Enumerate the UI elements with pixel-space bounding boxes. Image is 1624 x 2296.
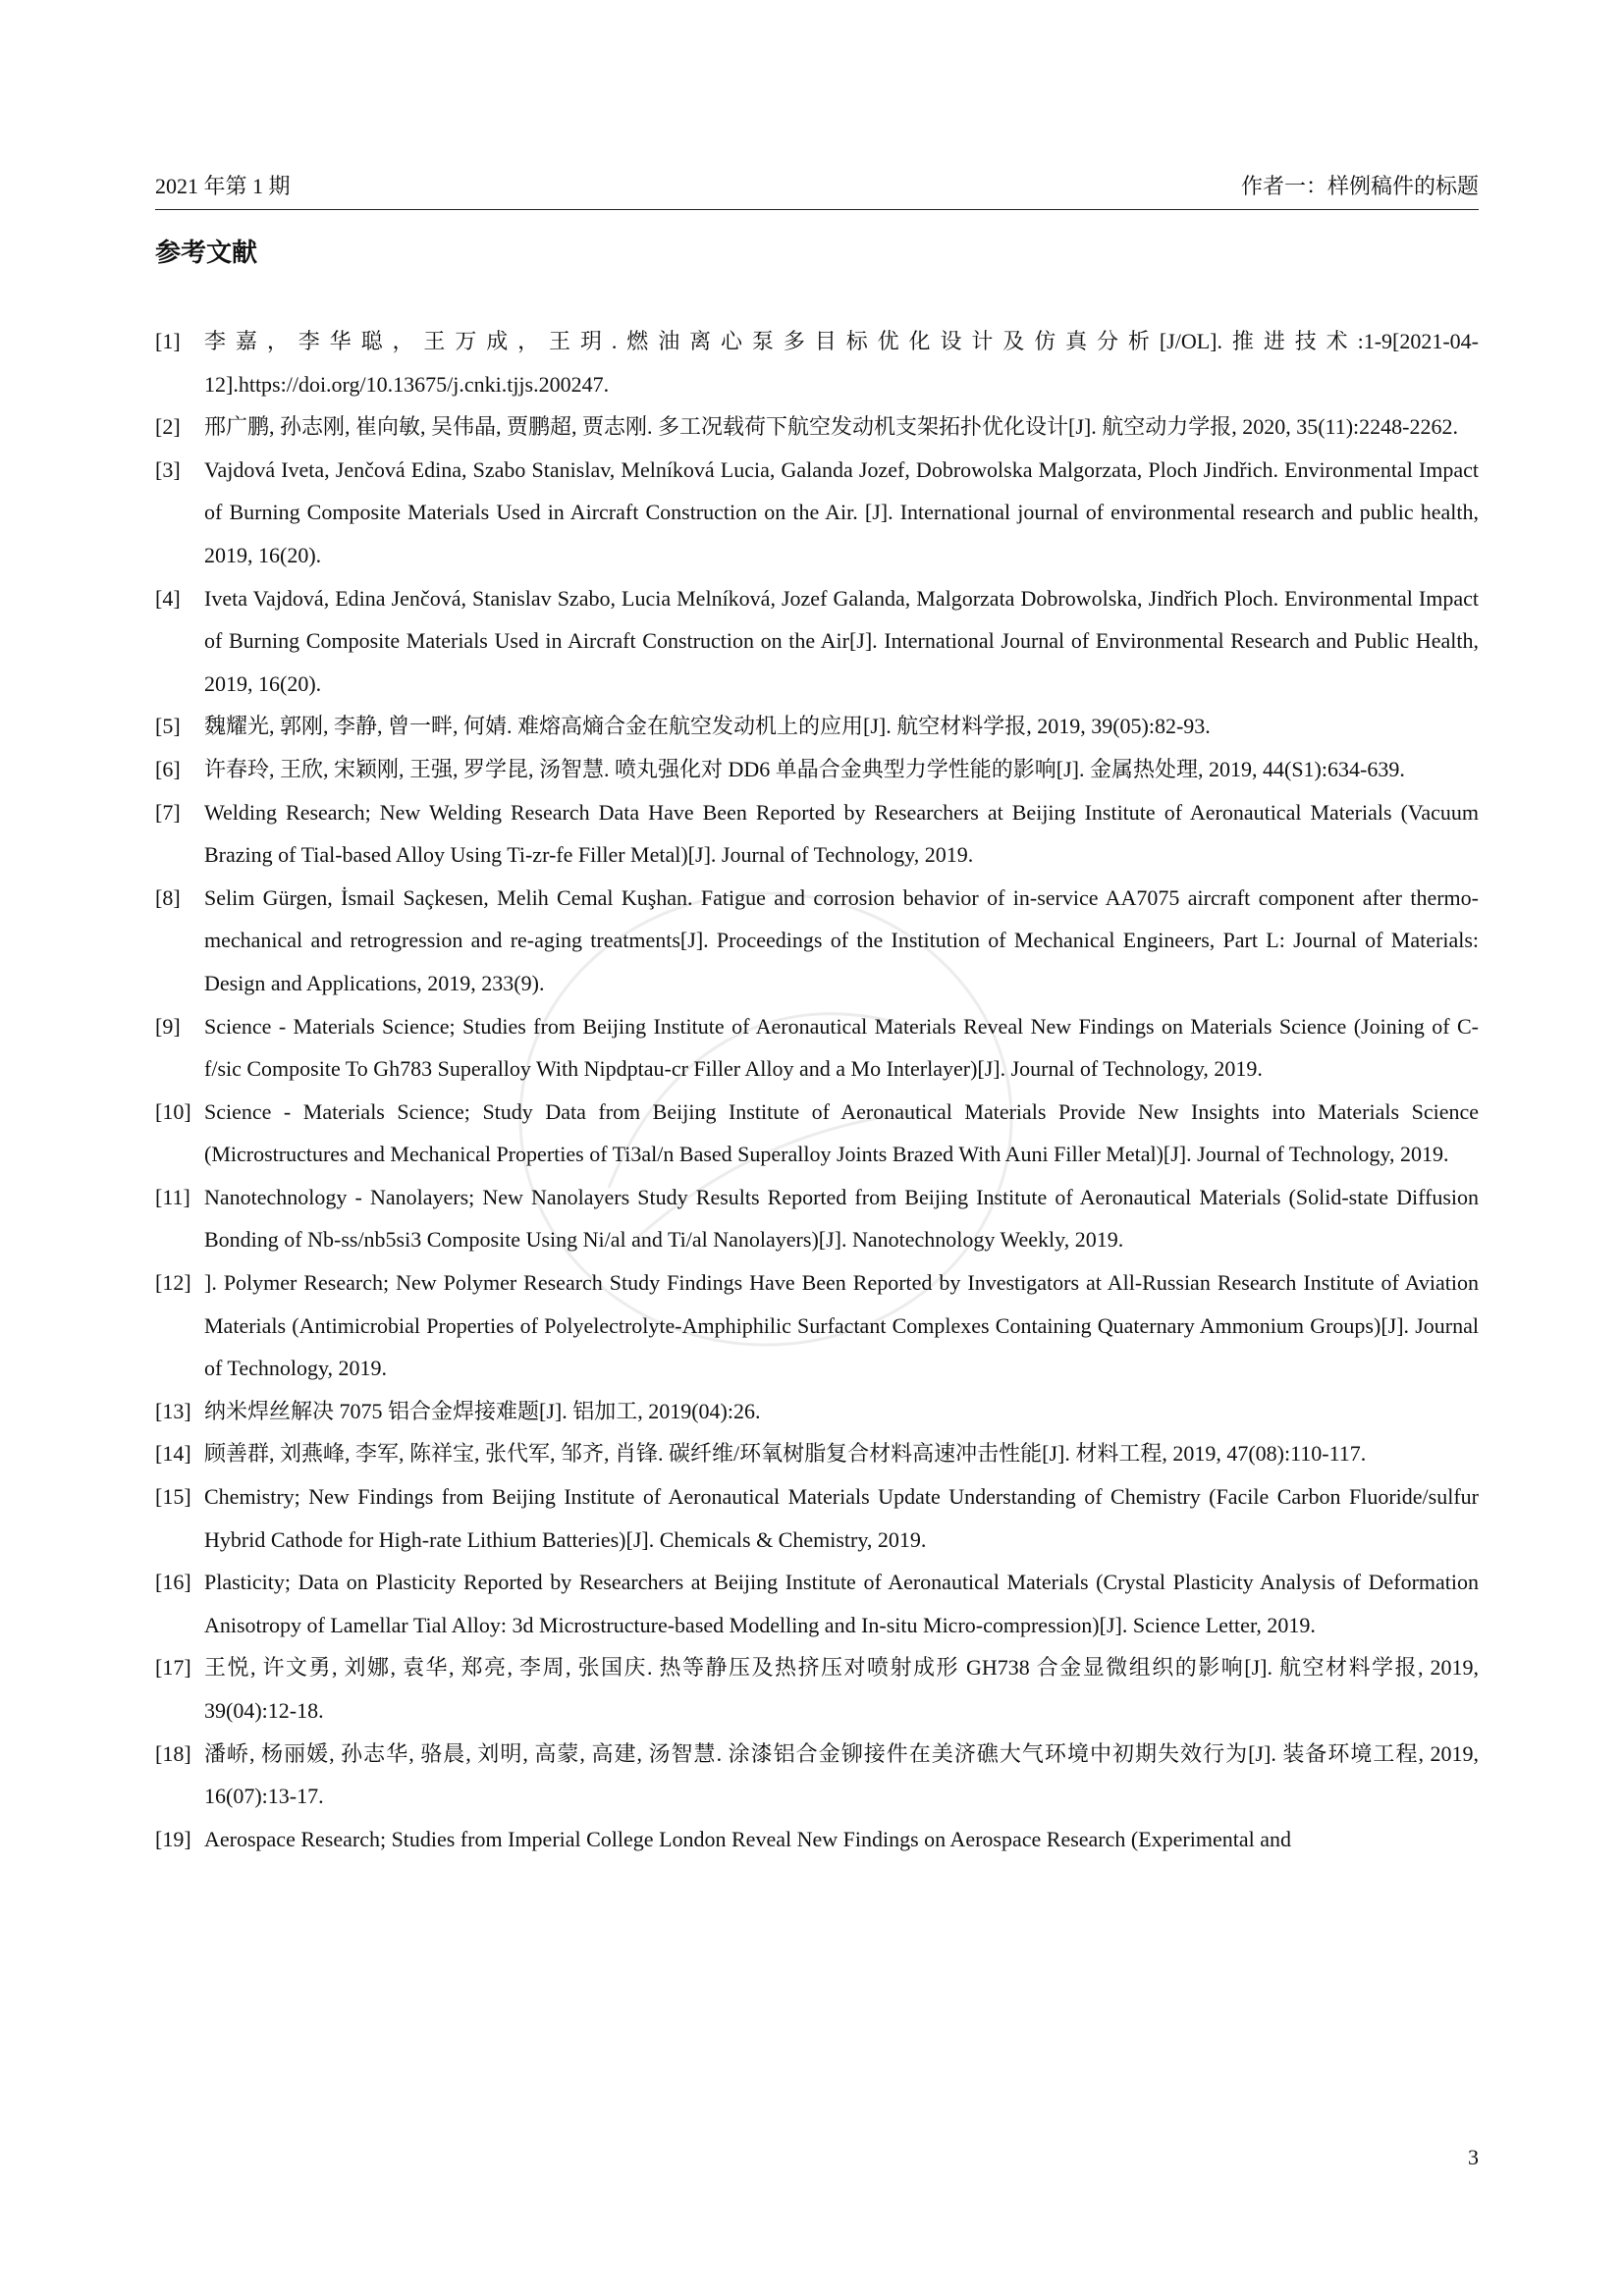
reference-item [155,1390,1479,1433]
reference-item [155,1475,1479,1561]
reference-text: 李嘉，李华聪，王万成，王玥.燃油离心泵多目标优化设计及仿真分析[J/OL].推进技术:1-9[2021-04-12].https://doi.org/10.13675/j.cnki.tjjs.200247. [204,329,1479,397]
reference-text: ]. Polymer Research; New Polymer Research Study Findings Have Been Reported by Investigators at All-Russian Research Institute of Aviation Materials (Antimicrobial Properties of Polyelectrolyte-Amphiphilic Surfactant Complexes Containing Quaternary Ammonium Groups)[J]. Journal of Technology, 2019. [204,1270,1479,1381]
page-number: 3 [1468,2145,1479,2169]
reference-text: Chemistry; New Findings from Beijing Institute of Aeronautical Materials Update Understanding of Chemistry (Facile Carbon Fluoride/sulfur Hybrid Cathode for High-rate Lithium Batteries)[J]. Chemicals & Chemistry, 2019. [204,1484,1479,1552]
reference-text: Plasticity; Data on Plasticity Reported by Researchers at Beijing Institute of Aeronautical Materials (Crystal Plasticity Analysis of Deformation Anisotropy of Lamellar Tial Alloy: 3d Microstructure-based Modelling and In-situ Micro-compression)[J]. Science Letter, 2019. [204,1570,1479,1637]
reference-item [155,791,1479,877]
reference-number: [7] [155,799,181,825]
reference-item [155,748,1479,791]
reference-item [155,1176,1479,1261]
reference-item [155,1733,1479,1818]
reference-item [155,1432,1479,1475]
reference-item [155,405,1479,449]
reference-text: Welding Research; New Welding Research Data Have Been Reported by Researchers at Beijing Institute of Aeronautical Materials (Vacuum Brazing of Tial-based Alloy Using Ti-zr-fe Filler Metal)[J]. Journal of Technology, 2019. [204,799,1479,868]
reference-number: [18] [155,1740,191,1766]
reference-number: [9] [155,1013,181,1039]
reference-number: [4] [155,585,181,611]
reference-item [155,877,1479,1005]
reference-number: [11] [155,1184,190,1209]
reference-item [155,705,1479,748]
reference-text: 潘峤, 杨丽媛, 孙志华, 骆晨, 刘明, 高蒙, 高建, 汤智慧. 涂漆铝合金铆接件在美济礁大气环境中初期失效行为[J]. 装备环境工程, 2019, 16(07):13-17. [204,1740,1479,1809]
reference-item [155,1646,1479,1732]
reference-text: 许春玲, 王欣, 宋颖刚, 王强, 罗学昆, 汤智慧. 喷丸强化对 DD6 单晶合金典型力学性能的影响[J]. 金属热处理, 2019, 44(S1):634-639. [204,756,1405,781]
reference-number: [15] [155,1484,191,1510]
header-title: 作者一：样例稿件的标题 [1240,174,1479,198]
reference-number: [12] [155,1270,191,1296]
reference-number: [17] [155,1655,191,1681]
reference-list [155,320,1479,1860]
reference-item [155,1561,1479,1646]
reference-text: 顾善群, 刘燕峰, 李军, 陈祥宝, 张代军, 邹齐, 肖锋. 碳纤维/环氧树脂复合材料高速冲击性能[J]. 材料工程, 2019, 47(08):110-117. [204,1441,1367,1467]
running-header [155,170,1479,210]
reference-text: 魏耀光, 郭刚, 李静, 曾一畔, 何婧. 难熔高熵合金在航空发动机上的应用[J]. 航空材料学报, 2019, 39(05):82-93. [204,714,1211,739]
reference-number: [2] [155,414,181,440]
reference-item [155,449,1479,577]
reference-number: [13] [155,1398,191,1423]
reference-text: Iveta Vajdová, Edina Jenčová, Stanislav Szabo, Lucia Melníková, Jozef Galanda, Malgorzata Dobrowolska, Jindřich Ploch. Environmental Impact of Burning Composite Materials Used in Aircraft Construction on the Air[J]. International Journal of Environmental Research and Public Health, 2019, 16(20). [204,585,1479,696]
reference-text: Selim Gürgen, İsmail Saçkesen, Melih Cemal Kuşhan. Fatigue and corrosion behavior of in-service AA7075 aircraft component after thermo-mechanical and retrogression and re-aging treatments[J]. Proceedings of the Institution of Mechanical Engineers, Part L: Journal of Materials: Design and Applications, 2019, 233(9). [204,884,1479,995]
reference-number: [19] [155,1826,191,1851]
reference-number: [1] [155,329,181,353]
reference-number: [5] [155,714,181,739]
reference-text: 纳米焊丝解决 7075 铝合金焊接难题[J]. 铝加工, 2019(04):26. [204,1398,761,1423]
reference-text: Aerospace Research; Studies from Imperial College London Reveal New Findings on Aerospace Research (Experimental and [204,1826,1291,1851]
reference-item [155,320,1479,405]
reference-number: [3] [155,456,181,482]
reference-number: [10] [155,1098,191,1124]
reference-item [155,1261,1479,1390]
reference-text: 邢广鹏, 孙志刚, 崔向敏, 吴伟晶, 贾鹏超, 贾志刚. 多工况载荷下航空发动机支架拓扑优化设计[J]. 航空动力学报, 2020, 35(11):2248-2262. [204,414,1458,440]
reference-number: [8] [155,884,181,910]
section-title: 参考文献 [155,239,258,268]
reference-number: [6] [155,756,181,781]
reference-text: 王悦, 许文勇, 刘娜, 袁华, 郑亮, 李周, 张国庆. 热等静压及热挤压对喷射成形 GH738 合金显微组织的影响[J]. 航空材料学报, 2019, 39(04):12-18. [204,1655,1479,1723]
reference-number: [16] [155,1570,191,1595]
reference-item [155,1005,1479,1091]
header-issue: 2021 年第 1 期 [155,174,291,198]
reference-text: Science - Materials Science; Study Data from Beijing Institute of Aeronautical Materials Provide New Insights into Materials Science (Microstructures and Mechanical Properties of Ti3al/n Based Superalloy Joints Brazed With Auni Filler Metal)[J]. Journal of Technology, 2019. [204,1098,1479,1167]
reference-item [155,577,1479,706]
reference-text: Science - Materials Science; Studies from Beijing Institute of Aeronautical Materials Reveal New Findings on Materials Science (Joining of C-f/sic Composite To Gh783 Superalloy With Nipdptau-cr Filler Alloy and a Mo Interlayer)[J]. Journal of Technology, 2019. [204,1013,1479,1082]
reference-item [155,1091,1479,1176]
reference-item [155,1818,1479,1861]
reference-number: [14] [155,1441,191,1467]
reference-text: Vajdová Iveta, Jenčová Edina, Szabo Stanislav, Melníková Lucia, Galanda Jozef, Dobrowolska Malgorzata, Ploch Jindřich. Environmental Impact of Burning Composite Materials Used in Aircraft Construction on the Air. [J]. International journal of environmental research and public health, 2019, 16(20). [204,456,1479,567]
reference-text: Nanotechnology - Nanolayers; New Nanolayers Study Results Reported from Beijing Institute of Aeronautical Materials (Solid-state Diffusion Bonding of Nb-ss/nb5si3 Composite Using Ni/al and Ti/al Nanolayers)[J]. Nanotechnology Weekly, 2019. [204,1184,1479,1253]
